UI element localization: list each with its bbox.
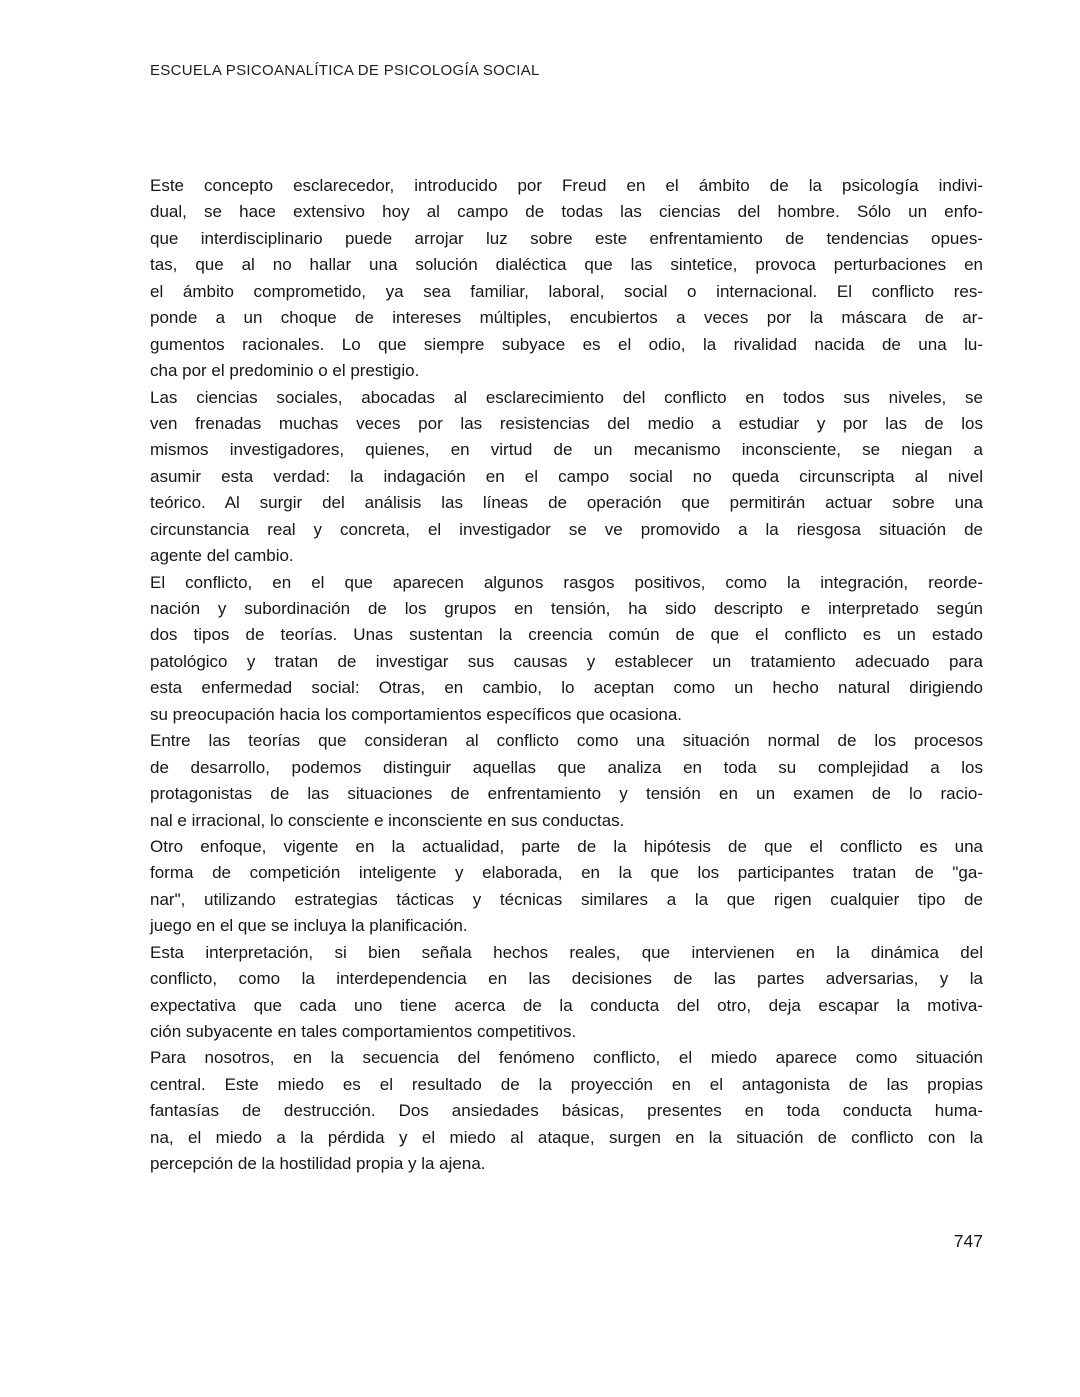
text-line: asumir esta verdad: la indagación en el campo social no queda circunscripta al nivel xyxy=(150,466,983,486)
document-header: ESCUELA PSICOANALÍTICA DE PSICOLOGÍA SOCIAL xyxy=(150,62,540,79)
text-line: Para nosotros, en la secuencia del fenómeno conflicto, el miedo aparece como situación xyxy=(150,1048,983,1068)
text-line: su preocupación hacia los comportamientos específicos que ocasiona. xyxy=(150,704,683,724)
text-line: teórico. Al surgir del análisis las líneas de operación que permitirán actuar sobre una xyxy=(150,493,983,513)
body-text xyxy=(150,173,983,1178)
text-line: nar", utilizando estrategias tácticas y técnicas similares a la que rigen cualquier tipo de xyxy=(150,889,983,909)
page-number: 747 xyxy=(953,1231,983,1251)
text-line: el ámbito comprometido, ya sea familiar, laboral, social o internacional. El conflicto res- xyxy=(150,281,983,301)
text-line: Otro enfoque, vigente en la actualidad, parte de la hipótesis de que el conflicto es una xyxy=(150,836,983,856)
text-line: ponde a un choque de intereses múltiples, encubiertos a veces por la máscara de ar- xyxy=(150,308,983,328)
text-line: percepción de la hostilidad propia y la ajena. xyxy=(150,1154,486,1174)
text-line: juego en el que se incluya la planificación. xyxy=(150,916,468,936)
paragraph xyxy=(150,728,983,834)
text-line: dos tipos de teorías. Unas sustentan la creencia común de que el conflicto es un estado xyxy=(150,625,983,645)
text-line: ven frenadas muchas veces por las resistencias del medio a estudiar y por las de los xyxy=(150,413,983,433)
text-line: forma de competición inteligente y elaborada, en la que los participantes tratan de "ga- xyxy=(150,863,983,883)
text-line: tas, que al no hallar una solución dialéctica que las sintetice, provoca perturbaciones en xyxy=(150,255,983,275)
paragraph xyxy=(150,173,983,385)
text-line: Este concepto esclarecedor, introducido por Freud en el ámbito de la psicología indivi- xyxy=(150,176,983,195)
text-line: patológico y tratan de investigar sus causas y establecer un tratamiento adecuado para xyxy=(150,651,983,671)
text-line: que interdisciplinario puede arrojar luz sobre este enfrentamiento de tendencias opues- xyxy=(150,228,983,248)
text-line: agente del cambio. xyxy=(150,546,294,566)
text-line: fantasías de destrucción. Dos ansiedades básicas, presentes en toda conducta huma- xyxy=(150,1101,983,1121)
paragraph xyxy=(150,1045,983,1177)
text-line: conflicto, como la interdependencia en las decisiones de las partes adversarias, y la xyxy=(150,969,983,989)
text-line: ción subyacente en tales comportamientos competitivos. xyxy=(150,1022,577,1041)
text-line: de desarrollo, podemos distinguir aquellas que analiza en toda su complejidad a los xyxy=(150,757,983,777)
paragraph xyxy=(150,940,983,1046)
paragraph xyxy=(150,570,983,729)
text-line: El conflicto, en el que aparecen algunos rasgos positivos, como la integración, reorde- xyxy=(150,572,983,592)
text-line: na, el miedo a la pérdida y el miedo al ataque, surgen en la situación de conflicto con la xyxy=(150,1127,983,1147)
paragraph xyxy=(150,385,983,570)
text-line: Las ciencias sociales, abocadas al esclarecimiento del conflicto en todos sus niveles, se xyxy=(150,387,983,407)
text-line: mismos investigadores, quienes, en virtud de un mecanismo inconsciente, se niegan a xyxy=(150,440,983,460)
text-line: circunstancia real y concreta, el investigador se ve promovido a la riesgosa situación de xyxy=(150,519,983,539)
text-line: central. Este miedo es el resultado de la proyección en el antagonista de las propias xyxy=(150,1074,983,1094)
text-line: Esta interpretación, si bien señala hechos reales, que intervienen en la dinámica del xyxy=(150,942,983,962)
text-line: expectativa que cada uno tiene acerca de la conducta del otro, deja escapar la motiva- xyxy=(150,995,983,1015)
text-line: esta enfermedad social: Otras, en cambio, lo aceptan como un hecho natural dirigiendo xyxy=(150,678,983,698)
text-line: gumentos racionales. Lo que siempre subyace es el odio, la rivalidad nacida de una lu- xyxy=(150,334,983,354)
text-line: protagonistas de las situaciones de enfrentamiento y tensión en un examen de lo racio- xyxy=(150,784,983,804)
text-line: Entre las teorías que consideran al conflicto como una situación normal de los procesos xyxy=(150,731,983,751)
text-line: cha por el predominio o el prestigio. xyxy=(150,361,420,381)
text-line: nal e irracional, lo consciente e inconsciente en sus conductas. xyxy=(150,810,625,830)
text-line: dual, se hace extensivo hoy al campo de todas las ciencias del hombre. Sólo un enfo- xyxy=(150,202,983,222)
text-line: nación y subordinación de los grupos en tensión, ha sido descripto e interpretado según xyxy=(150,599,983,618)
paragraph xyxy=(150,834,983,940)
